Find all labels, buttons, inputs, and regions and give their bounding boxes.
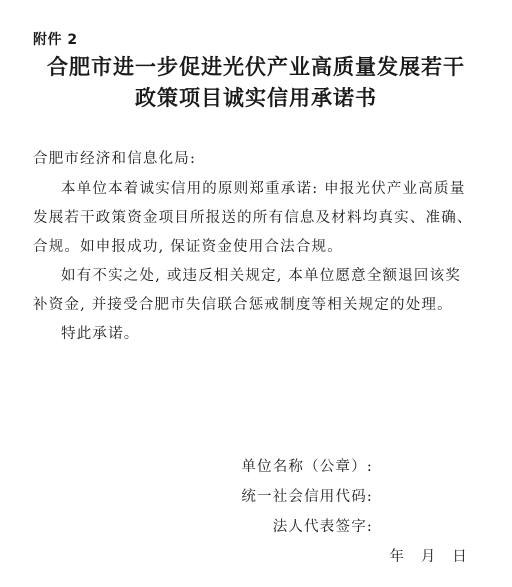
paragraph-2-line-1: 如有不实之处, 或违反相关规定, 本单位愿意全额退回该奖 — [61, 268, 462, 284]
paragraph-1-line-1: 本单位本着诚实信用的原则郑重承诺: 申报光伏产业高质量 — [61, 181, 466, 197]
attachment-label: 附件 2 — [33, 32, 78, 48]
paragraph-1-line-3: 合规。如申报成功, 保证资金使用合法合规。 — [33, 239, 343, 255]
signature-legal-representative: 法人代表签字: — [272, 519, 373, 535]
signature-unit-name: 单位名称（公章）: — [241, 459, 373, 475]
paragraph-1-line-2: 发展若干政策资金项目所报送的所有信息及材料均真实、准确、 — [33, 210, 473, 226]
addressee: 合肥市经济和信息化局: — [33, 151, 197, 167]
signature-credit-code: 统一社会信用代码: — [241, 489, 373, 505]
paragraph-2-line-2: 补资金, 并接受合肥市失信联合惩戒制度等相关规定的处理。 — [33, 297, 453, 313]
closing-statement: 特此承诺。 — [61, 326, 140, 342]
signature-date: 年 月 日 — [389, 549, 468, 565]
document-title-line-2: 政策项目诚实信用承诺书 — [135, 85, 377, 110]
document-title-line-1: 合肥市进一步促进光伏产业高质量发展若干 — [47, 54, 465, 79]
